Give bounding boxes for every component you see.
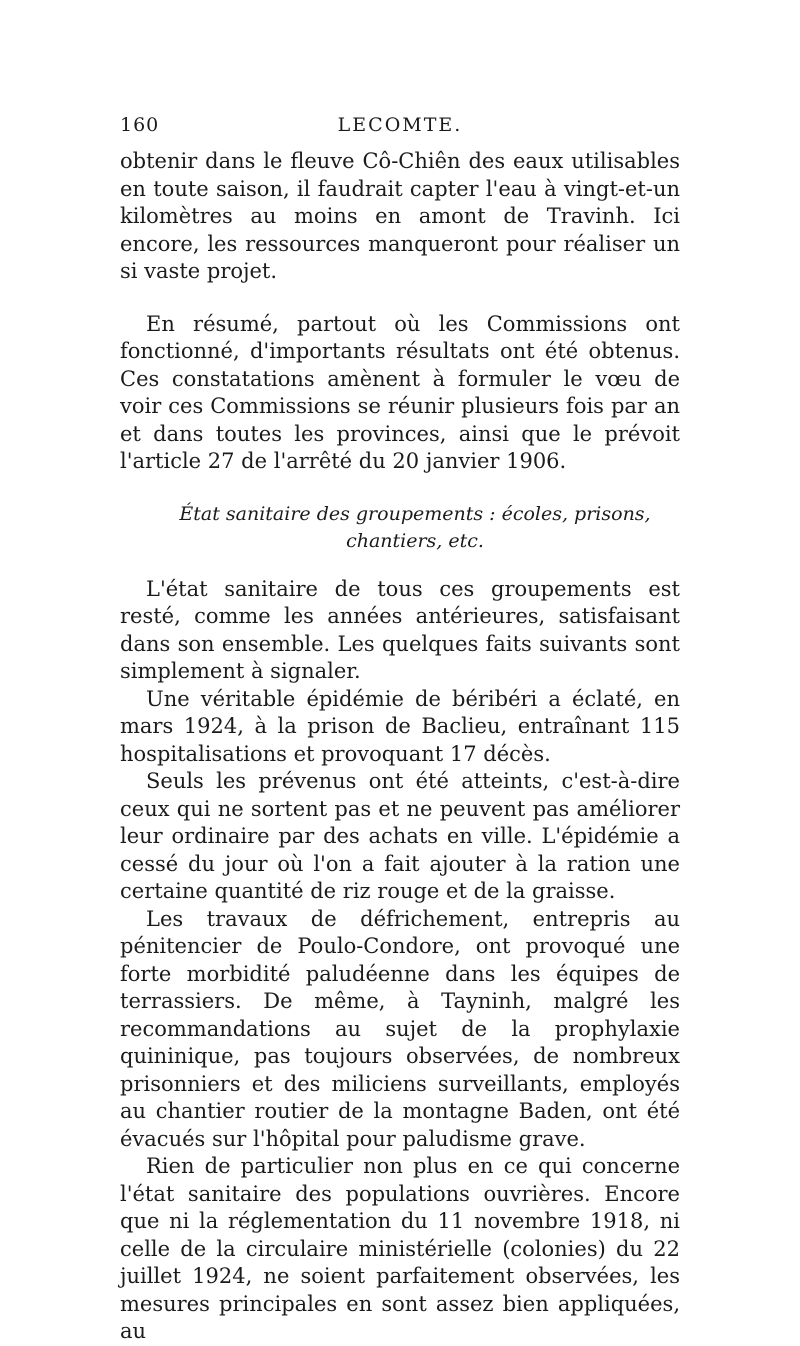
paragraph-spacer xyxy=(120,286,680,311)
paragraph-prevenus: Seuls les prévenus ont été atteints, c'est-à-dire ceux qui ne sortent pas et ne peuvent pas améliorer leur ordinaire par des achats en ville. L'épidémie a cessé du jour où l'on a fait ajouter à la ration une certaine quantité de riz rouge et de la graisse. xyxy=(120,769,680,903)
paragraph-summary: En résumé, partout où les Commissions ont fonctionné, d'importants résultats ont été obtenus. Ces constatations amènent à formuler le vœu de voir ces Commissions se réunir plusieurs fois par an et dans toutes les provinces, ainsi que le prévoit l'article 27 de l'arrêté du 20 janvier 1906. xyxy=(120,311,680,473)
section-spacer xyxy=(120,476,680,501)
body-text xyxy=(120,148,680,1346)
paragraph-beriberi: Une véritable épidémie de béribéri a éclaté, en mars 1924, à la prison de Baclieu, entraînant 115 hospitalisations et provoquant 17 décès. xyxy=(120,686,680,766)
paragraph-sanitary-state: L'état sanitaire de tous ces groupements est resté, comme les années antérieures, satisfaisant dans son ensemble. Les quelques faits suivants sont simplement à signaler. xyxy=(120,576,680,683)
page-number: 160 xyxy=(120,114,160,136)
paragraph-defrichement: Les travaux de défrichement, entrepris au pénitencier de Poulo-Condore, ont provoqué une forte morbidité paludéenne dans les équipes de terrassiers. De même, à Tayninh, malgré les recommandations au sujet de la prophylaxie quininique, pas toujours observées, de nombreux prisonniers et des miliciens surveillants, employés au chantier routier de la montagne Baden, ont été évacués sur l'hôpital pour paludisme grave. xyxy=(120,906,680,1151)
running-title: LECOMTE. xyxy=(337,114,463,136)
section-heading: État sanitaire des groupements : écoles, prisons, chantiers, etc. xyxy=(179,502,651,552)
heading-spacer xyxy=(120,556,680,576)
running-head xyxy=(120,114,680,140)
paragraph-continuation: obtenir dans le fleuve Cô-Chiên des eaux utilisables en toute saison, il faudrait capter l'eau à vingt-et-un kilomètres au moins en amont de Travinh. Ici encore, les ressources manqueront pour réaliser un si vaste projet. xyxy=(120,149,680,283)
paragraph-ouvrieres: Rien de particulier non plus en ce qui concerne l'état sanitaire des populations ouvrières. Encore que ni la réglementation du 11 novembre 1918, ni celle de la circulaire ministérielle (colonies) du 22 juillet 1924, ne soient parfaitement observées, les mesures principales en sont assez bien appliquées, au xyxy=(120,1154,680,1343)
